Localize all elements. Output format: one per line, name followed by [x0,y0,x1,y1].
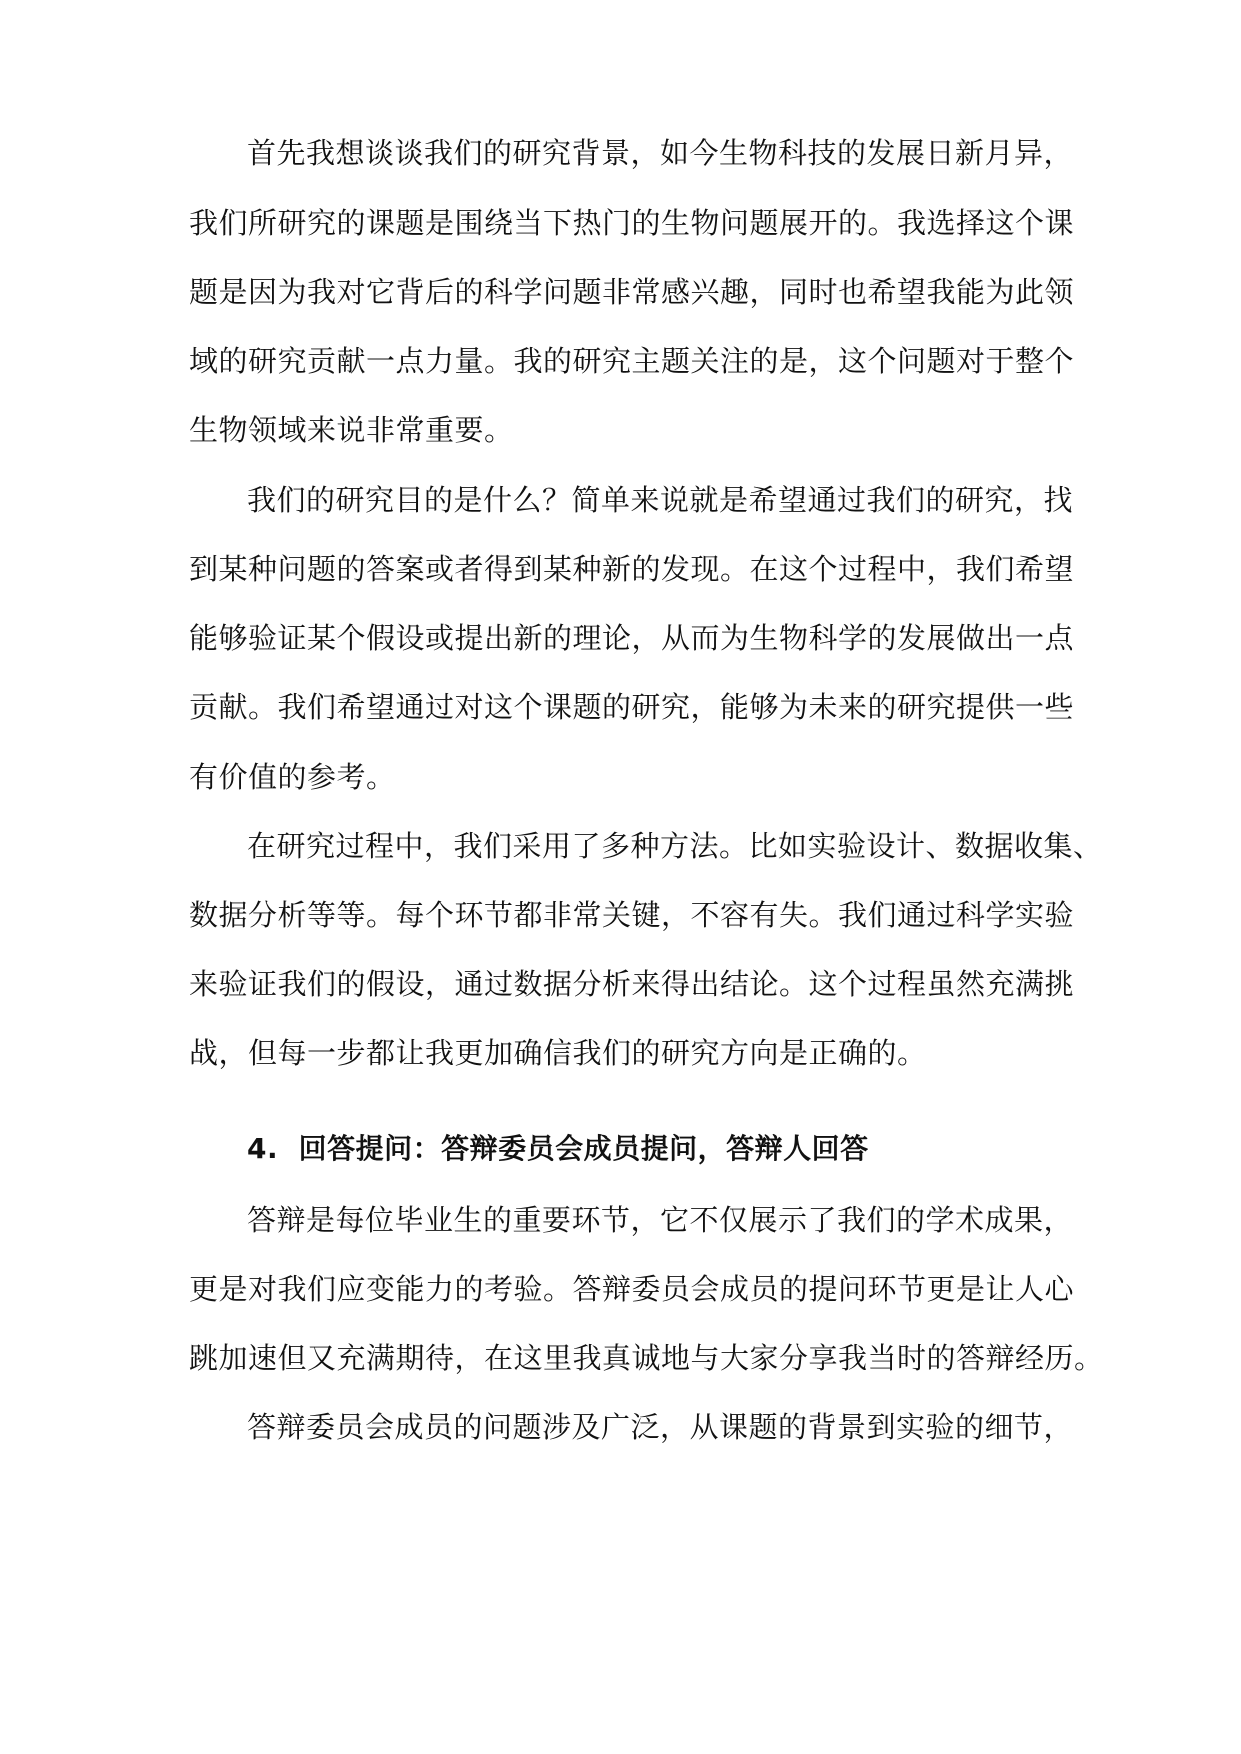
paragraph-2-line-3: 能够验证某个假设或提出新的理论，从而为生物科学的发展做出一点 [189,621,1075,655]
paragraph-2-line-5: 有价值的参考。 [189,760,396,794]
section-heading-title: 回答提问：答辩委员会成员提问，答辩人回答 [298,1132,869,1165]
paragraph-1-line-1: 首先我想谈谈我们的研究背景，如今生物科技的发展日新月异， [247,136,1074,170]
paragraph-5-line-1: 答辩委员会成员的问题涉及广泛，从课题的背景到实验的细节， [247,1410,1074,1444]
paragraph-4-line-2: 更是对我们应变能力的考验。答辩委员会成员的提问环节更是让人心 [189,1272,1075,1306]
section-heading [247,1129,869,1169]
paragraph-1-line-2: 我们所研究的课题是围绕当下热门的生物问题展开的。我选择这个课 [189,206,1075,240]
paragraph-1-line-4: 域的研究贡献一点力量。我的研究主题关注的是，这个问题对于整个 [189,344,1075,378]
paragraph-3-line-3: 来验证我们的假设，通过数据分析来得出结论。这个过程虽然充满挑 [189,967,1075,1001]
paragraph-2-line-1: 我们的研究目的是什么？简单来说就是希望通过我们的研究，找 [247,483,1074,517]
paragraph-4-line-1: 答辩是每位毕业生的重要环节，它不仅展示了我们的学术成果， [247,1203,1074,1237]
paragraph-2-line-2: 到某种问题的答案或者得到某种新的发现。在这个过程中，我们希望 [189,552,1075,586]
paragraph-3-line-4: 战，但每一步都让我更加确信我们的研究方向是正确的。 [189,1036,927,1070]
paragraph-1-line-5: 生物领域来说非常重要。 [189,413,514,447]
paragraph-4-line-3: 跳加速但又充满期待，在这里我真诚地与大家分享我当时的答辩经历。 [189,1341,1104,1375]
paragraph-3-line-1: 在研究过程中，我们采用了多种方法。比如实验设计、数据收集、 [247,829,1103,863]
section-heading-number: 4. [247,1132,279,1165]
paragraph-1-line-3: 题是因为我对它背后的科学问题非常感兴趣，同时也希望我能为此领 [189,275,1075,309]
paragraph-3-line-2: 数据分析等等。每个环节都非常关键，不容有失。我们通过科学实验 [189,898,1075,932]
paragraph-2-line-4: 贡献。我们希望通过对这个课题的研究，能够为未来的研究提供一些 [189,690,1075,724]
